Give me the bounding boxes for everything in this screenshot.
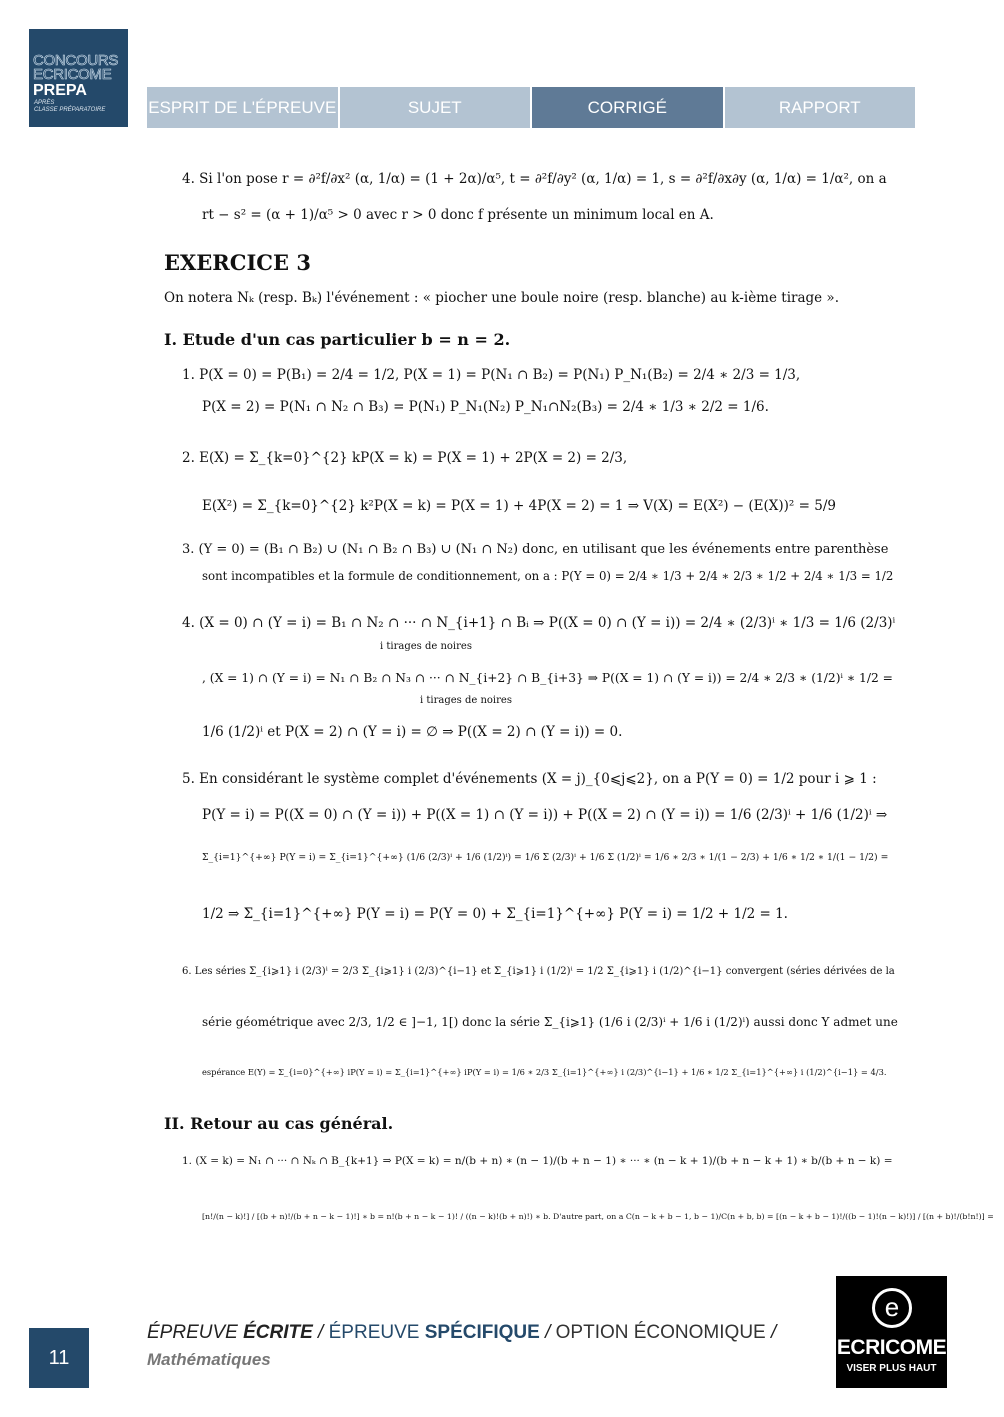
footer-separator-3: / bbox=[765, 1322, 777, 1343]
exam-ecrite: ÉCRITE bbox=[243, 1322, 313, 1343]
ecricome-e-icon: e bbox=[872, 1288, 912, 1328]
logo-line-apres: APRÈS CLASSE PRÉPARATOIRE bbox=[34, 100, 106, 113]
p1-q6-line-2: série géométrique avec 2/3, 1/2 ∈ ]−1, 1[) donc la série Σ_{i⩾1} (1/6 i (2/3)ⁱ + 1/6 i (1/2)ⁱ) aussi donc Y admet une bbox=[202, 1015, 898, 1029]
exam-specifique-group bbox=[329, 1322, 540, 1343]
p1-q1-line-2: P(X = 2) = P(N₁ ∩ N₂ ∩ B₃) = P(N₁) P_N₁(N₂) P_N₁∩N₂(B₃) = 2/4 ∗ 1/3 ∗ 2/2 = 1/6. bbox=[202, 399, 769, 415]
footer-separator-2: / bbox=[539, 1322, 556, 1343]
part-1-title: I. Etude d'un cas particulier b = n = 2. bbox=[164, 330, 511, 349]
exercise-title: EXERCICE 3 bbox=[164, 250, 311, 275]
exam-option: OPTION ÉCONOMIQUE bbox=[555, 1322, 766, 1343]
p1-q2-line-1: 2. E(X) = Σ_{k=0}^{2} kP(X = k) = P(X = 1) + 2P(X = 2) = 2/3, bbox=[182, 450, 628, 466]
p1-q4-brace-label-2: i tirages de noires bbox=[420, 695, 512, 706]
tab-rapport[interactable]: RAPPORT bbox=[725, 87, 916, 128]
p1-q3-line-2: sont incompatibles et la formule de conditionnement, on a : P(Y = 0) = 2/4 ∗ 1/3 + 2/4 ∗ 2/3 ∗ 1/2 + 2/4 ∗ 1/3 = 1/2 bbox=[202, 569, 894, 583]
p1-q5-line-4: 1/2 ⇒ Σ_{i=1}^{+∞} P(Y = i) = P(Y = 0) + Σ_{i=1}^{+∞} P(Y = i) = 1/2 + 1/2 = 1. bbox=[202, 906, 788, 922]
p2-q1-line-2: [n!/(n − k)!] / [(b + n)!/(b + n − k − 1)!] ∗ b = n!(b + n − k − 1)! / ((n − k)!(b + n)!) ∗ b. D'autre part, on a C(n − k + b − 1, b − 1)/C(n + b, b) = [(n − k + b − 1)!/((b − 1)!(n − k)!)] / [(n + b)!/(b!n!)] = bbox=[202, 1212, 994, 1221]
logo-line-concours: CONCOURS bbox=[33, 52, 119, 69]
tab-sujet[interactable]: SUJET bbox=[340, 87, 531, 128]
brand-name: ECRICOME bbox=[836, 1336, 947, 1359]
q4-line-2: rt − s² = (α + 1)/α⁵ > 0 avec r > 0 donc f présente un minimum local en A. bbox=[202, 207, 714, 223]
exercise-intro: On notera Nₖ (resp. Bₖ) l'événement : « piocher une boule noire (resp. blanche) au k-ième tirage ». bbox=[164, 290, 839, 306]
exam-subject: Mathématiques bbox=[147, 1350, 271, 1369]
exam-type-line bbox=[147, 1322, 776, 1344]
p1-q5-line-2: P(Y = i) = P((X = 0) ∩ (Y = i)) + P((X = 1) ∩ (Y = i)) + P((X = 2) ∩ (Y = i)) = 1/6 (2/3)ⁱ + 1/6 (1/2)ⁱ ⇒ bbox=[202, 807, 888, 823]
footer-separator-1: / bbox=[312, 1322, 329, 1343]
exam-specifique-prefix: ÉPREUVE bbox=[328, 1322, 425, 1343]
page-number: 11 bbox=[29, 1328, 89, 1388]
p1-q5-line-3: Σ_{i=1}^{+∞} P(Y = i) = Σ_{i=1}^{+∞} (1/6 (2/3)ⁱ + 1/6 (1/2)ⁱ) = 1/6 Σ (2/3)ⁱ + 1/6 Σ (1/2)ⁱ = 1/6 ∗ 2/3 ∗ 1/(1 − 2/3) + 1/6 ∗ 1/2 ∗ 1/(1 − 1/2) = bbox=[202, 852, 889, 863]
p1-q4-line-2: , (X = 1) ∩ (Y = i) = N₁ ∩ B₂ ∩ N₃ ∩ ··· ∩ N_{i+2} ∩ B_{i+3} ⇒ P((X = 1) ∩ (Y = i)) = 2/4 ∗ 2/3 ∗ (1/2)ⁱ ∗ 1/2 = bbox=[202, 671, 893, 685]
p1-q4-brace-label-1: i tirages de noires bbox=[380, 641, 472, 652]
p1-q6-line-3: espérance E(Y) = Σ_{i=0}^{+∞} iP(Y = i) = Σ_{i=1}^{+∞} iP(Y = i) = 1/6 ∗ 2/3 Σ_{i=1}^{+∞} i (2/3)^{i−1} + 1/6 ∗ 1/2 Σ_{i=1}^{+∞} i (1/2)^{i−1} = 4/3. bbox=[202, 1067, 887, 1077]
p1-q5-line-1: 5. En considérant le système complet d'événements (X = j)_{0⩽j⩽2}, on a P(Y = 0) = 1/2 pour i ⩾ 1 : bbox=[182, 771, 877, 787]
p1-q4-line-3: 1/6 (1/2)ⁱ et P(X = 2) ∩ (Y = i) = ∅ ⇒ P((X = 2) ∩ (Y = i)) = 0. bbox=[202, 724, 623, 740]
logo-line-prepa: PREPA bbox=[33, 82, 87, 99]
brand-slogan: VISER PLUS HAUT bbox=[846, 1363, 937, 1374]
exam-specifique: SPÉCIFIQUE bbox=[424, 1322, 540, 1343]
p1-q4-line-1: 4. (X = 0) ∩ (Y = i) = B₁ ∩ N₂ ∩ ··· ∩ N_{i+1} ∩ Bᵢ ⇒ P((X = 0) ∩ (Y = i)) = 2/4 ∗ (2/3)ⁱ ∗ 1/3 = 1/6 (2/3)ⁱ bbox=[182, 615, 896, 631]
p1-q1-line-1: 1. P(X = 0) = P(B₁) = 2/4 = 1/2, P(X = 1) = P(N₁ ∩ B₂) = P(N₁) P_N₁(B₂) = 2/4 ∗ 2/3 = 1/3, bbox=[182, 367, 801, 383]
exam-ecrite-prefix: ÉPREUVE bbox=[147, 1322, 244, 1343]
p1-q3-line-1: 3. (Y = 0) = (B₁ ∩ B₂) ∪ (N₁ ∩ B₂ ∩ B₃) ∪ (N₁ ∩ N₂) donc, en utilisant que les événements entre parenthèse bbox=[182, 542, 889, 557]
p1-q2-line-2: E(X²) = Σ_{k=0}^{2} k²P(X = k) = P(X = 1) + 4P(X = 2) = 1 ⇒ V(X) = E(X²) − (E(X))² = 5/9 bbox=[202, 498, 836, 514]
p2-q1-line-1: 1. (X = k) = N₁ ∩ ··· ∩ Nₖ ∩ B_{k+1} ⇒ P(X = k) = n/(b + n) ∗ (n − 1)/(b + n − 1) ∗ ··· ∗ (n − k + 1)/(b + n − k + 1) ∗ b/(b + n − k) = bbox=[182, 1155, 893, 1167]
q4-line-1: 4. Si l'on pose r = ∂²f/∂x² (α, 1/α) = (1 + 2α)/α⁵, t = ∂²f/∂y² (α, 1/α) = 1, s = ∂²f/∂x∂y (α, 1/α) = 1/α², on a bbox=[182, 171, 887, 187]
p1-q6-line-1: 6. Les séries Σ_{i⩾1} i (2/3)ⁱ = 2/3 Σ_{i⩾1} i (2/3)^{i−1} et Σ_{i⩾1} i (1/2)ⁱ = 1/2 Σ_{i⩾1} i (1/2)^{i−1} convergent (séries dérivées de la bbox=[182, 966, 895, 977]
tab-corrige[interactable]: CORRIGÉ bbox=[532, 87, 723, 128]
tab-esprit[interactable]: ESPRIT DE L'ÉPREUVE bbox=[147, 87, 338, 128]
part-2-title: II. Retour au cas général. bbox=[164, 1114, 394, 1133]
logo-line-ecricome: ECRICOME bbox=[33, 66, 112, 83]
ecricome-brand-logo bbox=[836, 1276, 947, 1388]
